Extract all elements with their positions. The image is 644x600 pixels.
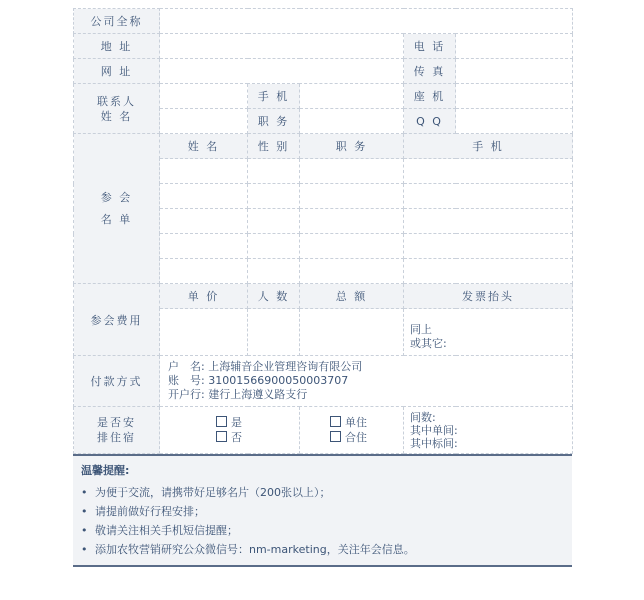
address-field[interactable] [160, 34, 404, 59]
account-name-label: 户 名: [168, 360, 205, 373]
qq-field[interactable] [456, 109, 573, 134]
fee-section-label: 参会费用 [74, 284, 160, 356]
attendee-cell[interactable] [248, 159, 300, 184]
payment-details [160, 356, 573, 407]
lodging-yes-label: 是 [231, 416, 242, 429]
room-counts[interactable] [404, 407, 573, 454]
account-no: 310015669000500037​07 [208, 374, 349, 387]
col-gender: 性 别 [248, 134, 300, 159]
payment-section-label: 付款方式 [74, 356, 160, 407]
bank-name: 建行上海遵义路支行 [208, 388, 308, 401]
col-count: 人 数 [248, 284, 300, 309]
attendee-cell[interactable] [300, 234, 404, 259]
attendee-cell[interactable] [404, 234, 573, 259]
reminder-box [73, 454, 572, 567]
contact-name-field[interactable] [160, 84, 248, 109]
col-total: 总 额 [300, 284, 404, 309]
lodging-section-label [74, 407, 160, 454]
attendee-cell[interactable] [300, 184, 404, 209]
attendee-cell[interactable] [160, 159, 248, 184]
reminder-item: • 敬请关注相关手机短信提醒； [81, 521, 564, 540]
registration-form [73, 8, 572, 567]
total-field[interactable] [300, 309, 404, 356]
address-label: 地 址 [74, 34, 160, 59]
website-field[interactable] [160, 59, 404, 84]
phone-label: 电 话 [404, 34, 456, 59]
reminder-title: 温馨提醒: [81, 464, 130, 477]
col-invoice-title: 发票抬头 [404, 284, 573, 309]
contact-name-field-2[interactable] [160, 109, 248, 134]
attendee-cell[interactable] [160, 184, 248, 209]
bank-label: 开户行: [168, 388, 205, 401]
unit-price-field[interactable] [160, 309, 248, 356]
account-name: 上海辅音企业管理咨询有限公司 [208, 360, 363, 373]
position-label: 职 务 [248, 109, 300, 134]
qq-label: Q Q [404, 109, 456, 134]
invoice-option-other: 或其它: [410, 337, 447, 350]
attendee-cell[interactable] [300, 159, 404, 184]
attendee-cell[interactable] [248, 234, 300, 259]
lodging-yes-no [160, 407, 300, 454]
mobile-label: 手 机 [248, 84, 300, 109]
attendee-cell[interactable] [300, 259, 404, 284]
lodging-label-line1: 是否安 [97, 416, 136, 429]
attendee-cell[interactable] [160, 234, 248, 259]
company-name-field[interactable] [160, 9, 573, 34]
landline-field[interactable] [456, 84, 573, 109]
attendee-cell[interactable] [404, 209, 573, 234]
attendee-section-label [74, 134, 160, 284]
attendee-cell[interactable] [248, 259, 300, 284]
landline-label: 座 机 [404, 84, 456, 109]
room-type [300, 407, 404, 454]
lodging-no-label: 否 [231, 431, 242, 444]
position-field[interactable] [300, 109, 404, 134]
fax-field[interactable] [456, 59, 573, 84]
invoice-field[interactable] [404, 309, 573, 356]
lodging-yes-checkbox[interactable] [216, 416, 227, 427]
attendee-label-line2: 名 单 [100, 212, 133, 226]
col-position: 职 务 [300, 134, 404, 159]
phone-field[interactable] [456, 34, 573, 59]
reminder-item: • 添加农牧营销研究公众微信号：nm-marketing，关注年会信息。 [81, 540, 564, 559]
attendee-cell[interactable] [248, 184, 300, 209]
company-name-label: 公司全称 [74, 9, 160, 34]
website-label: 网 址 [74, 59, 160, 84]
standard-rooms-label: 其中标间: [410, 436, 458, 450]
col-unit-price: 单 价 [160, 284, 248, 309]
room-shared-checkbox[interactable] [330, 431, 341, 442]
contact-label-line2: 姓 名 [100, 109, 133, 123]
lodging-label-line2: 排住宿 [97, 431, 136, 444]
room-single-option[interactable] [330, 415, 403, 430]
registration-table [73, 8, 573, 454]
col-mobile: 手 机 [404, 134, 573, 159]
lodging-no-option[interactable] [216, 430, 299, 445]
invoice-option-same: 同上 [410, 323, 432, 336]
fax-label: 传 真 [404, 59, 456, 84]
attendee-cell[interactable] [300, 209, 404, 234]
room-shared-label: 合住 [345, 431, 367, 444]
lodging-yes-option[interactable] [216, 415, 299, 430]
room-single-checkbox[interactable] [330, 416, 341, 427]
count-field[interactable] [248, 309, 300, 356]
attendee-cell[interactable] [404, 259, 573, 284]
mobile-field[interactable] [300, 84, 404, 109]
attendee-cell[interactable] [160, 209, 248, 234]
attendee-cell[interactable] [404, 159, 573, 184]
attendee-label-line1: 参 会 [100, 190, 133, 204]
attendee-cell[interactable] [248, 209, 300, 234]
reminder-item: • 请提前做好行程安排； [81, 502, 564, 521]
contact-label [74, 84, 160, 134]
rooms-count-label: 间数: [410, 410, 436, 424]
account-no-label: 账 号: [168, 374, 205, 387]
attendee-cell[interactable] [404, 184, 573, 209]
col-name: 姓 名 [160, 134, 248, 159]
contact-label-line1: 联系人 [97, 94, 136, 108]
lodging-no-checkbox[interactable] [216, 431, 227, 442]
reminder-item: • 为便于交流，请携带好足够名片（200张以上）； [81, 483, 564, 502]
attendee-cell[interactable] [160, 259, 248, 284]
room-shared-option[interactable] [330, 430, 403, 445]
room-single-label: 单住 [345, 416, 367, 429]
single-rooms-label: 其中单间: [410, 423, 458, 437]
